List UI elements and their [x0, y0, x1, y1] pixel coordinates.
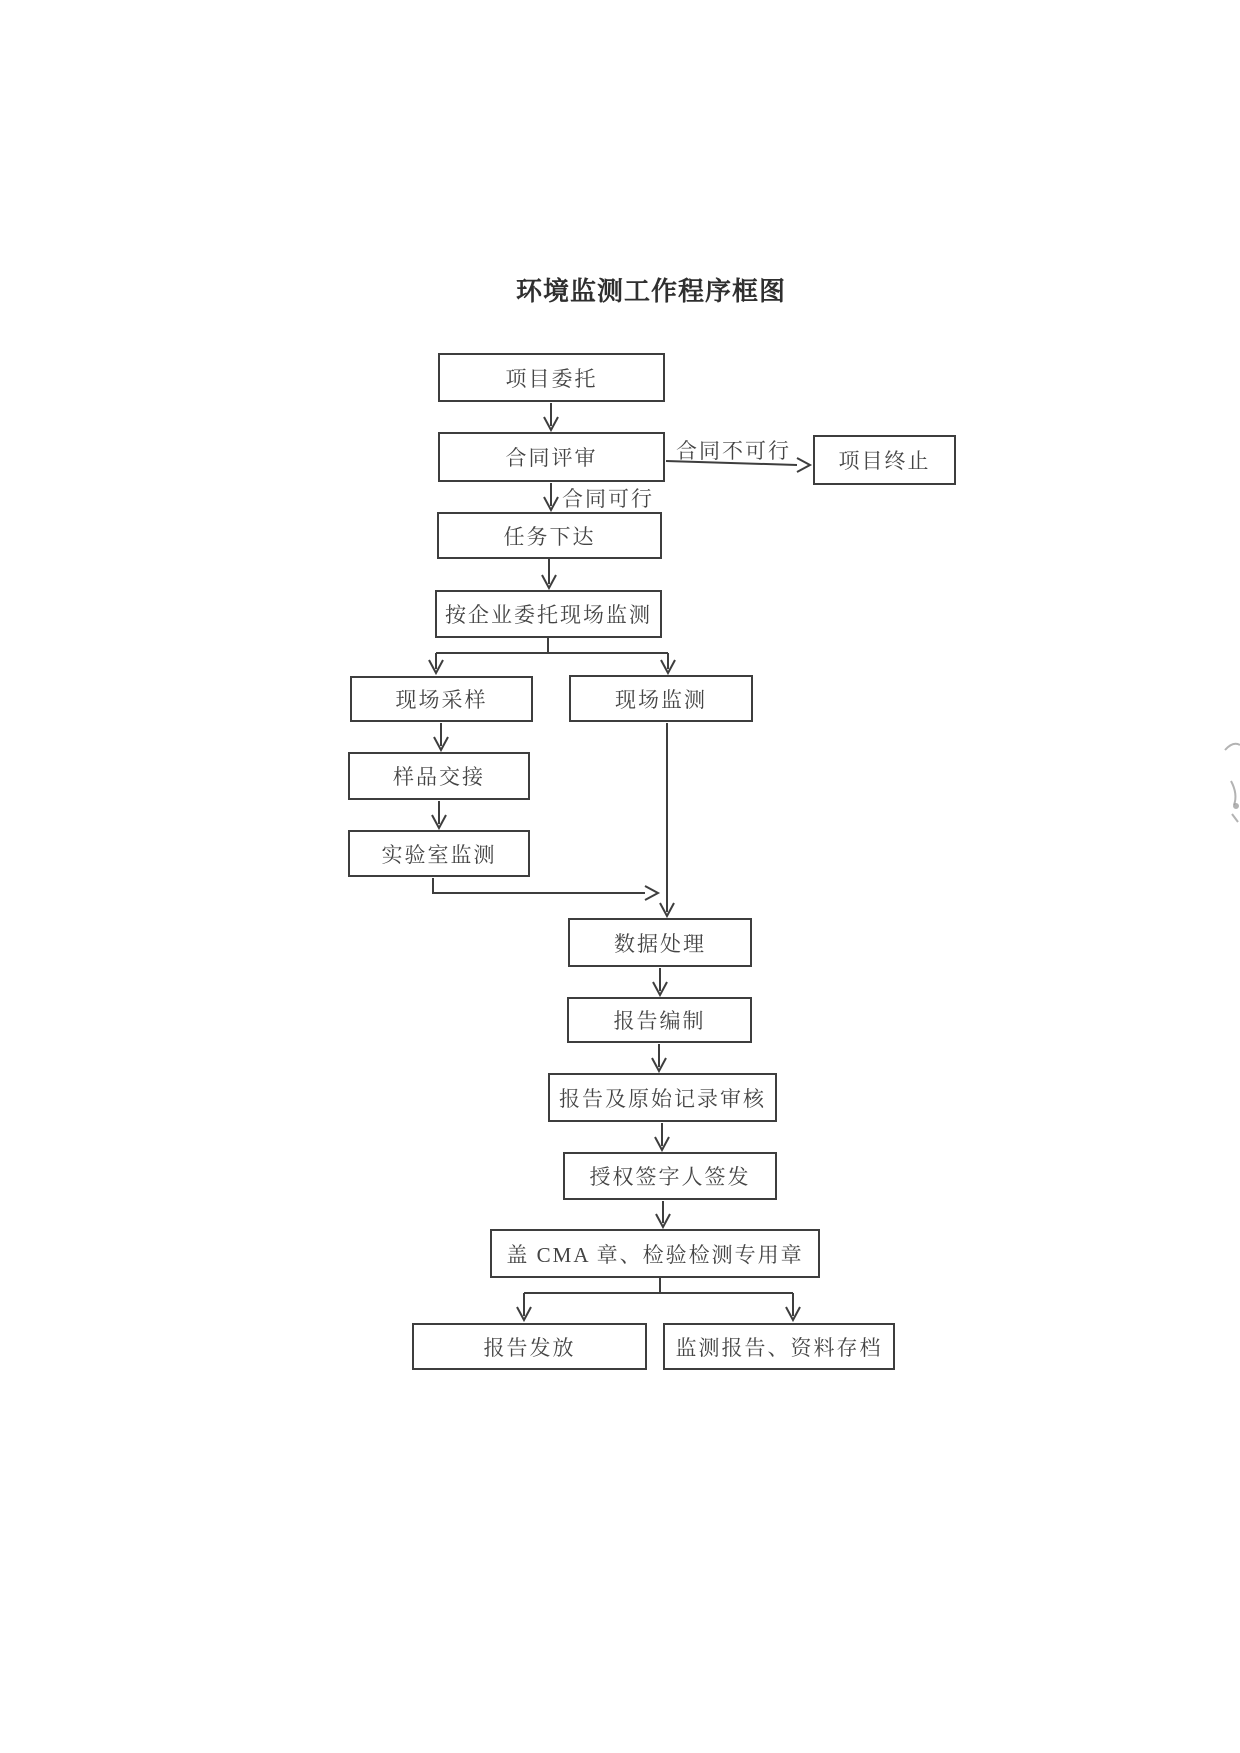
- arrow-sample-handover-to-laboratory-monitoring: [432, 801, 446, 828]
- node-onsite-monitoring-per-commission: 按企业委托现场监测: [435, 590, 662, 638]
- node-contract-review: 合同评审: [438, 432, 665, 482]
- edge-label-contract-not-feasible: 合同不可行: [676, 439, 791, 463]
- arrow-laboratory-monitoring-to-merge: [433, 878, 658, 900]
- node-report-compilation: 报告编制: [567, 997, 752, 1043]
- node-authorized-signatory-issue: 授权签字人签发: [563, 1152, 777, 1200]
- node-onsite-sampling: 现场采样: [350, 676, 533, 722]
- node-stamp-cma-seal: 盖 CMA 章、检验检测专用章: [490, 1229, 820, 1278]
- arrow-report-compilation-to-report-record-review: [652, 1044, 666, 1071]
- arrow-authorized-signatory-to-stamp-cma: [656, 1201, 670, 1227]
- arrow-onsite-monitoring-to-data-processing: [660, 723, 674, 916]
- arrow-contract-review-to-task-assignment: [544, 483, 558, 510]
- node-task-assignment: 任务下达: [437, 512, 662, 559]
- page-title: 环境监测工作程序框图: [516, 277, 787, 306]
- node-sample-handover: 样品交接: [348, 752, 530, 800]
- arrow-task-assignment-to-onsite-monitoring-per-commission: [542, 559, 556, 588]
- arrow-data-processing-to-report-compilation: [653, 968, 667, 995]
- node-report-distribution: 报告发放: [412, 1323, 647, 1370]
- node-laboratory-monitoring: 实验室监测: [348, 830, 530, 877]
- node-project-commission: 项目委托: [438, 353, 665, 402]
- arrow-split-to-sampling-and-monitoring: [429, 638, 675, 673]
- node-project-termination: 项目终止: [813, 435, 956, 485]
- edge-label-contract-feasible: 合同可行: [562, 487, 654, 511]
- arrow-report-record-review-to-authorized-signatory: [655, 1123, 669, 1150]
- node-report-record-review: 报告及原始记录审核: [548, 1073, 777, 1122]
- node-onsite-monitoring: 现场监测: [569, 675, 753, 722]
- node-data-processing: 数据处理: [568, 918, 752, 967]
- arrow-onsite-sampling-to-sample-handover: [434, 723, 448, 750]
- arrow-split-to-distribution-and-archiving: [517, 1276, 800, 1320]
- arrow-project-commission-to-contract-review: [544, 403, 558, 430]
- scan-artifact: [1225, 744, 1240, 822]
- node-report-archiving: 监测报告、资料存档: [663, 1323, 895, 1370]
